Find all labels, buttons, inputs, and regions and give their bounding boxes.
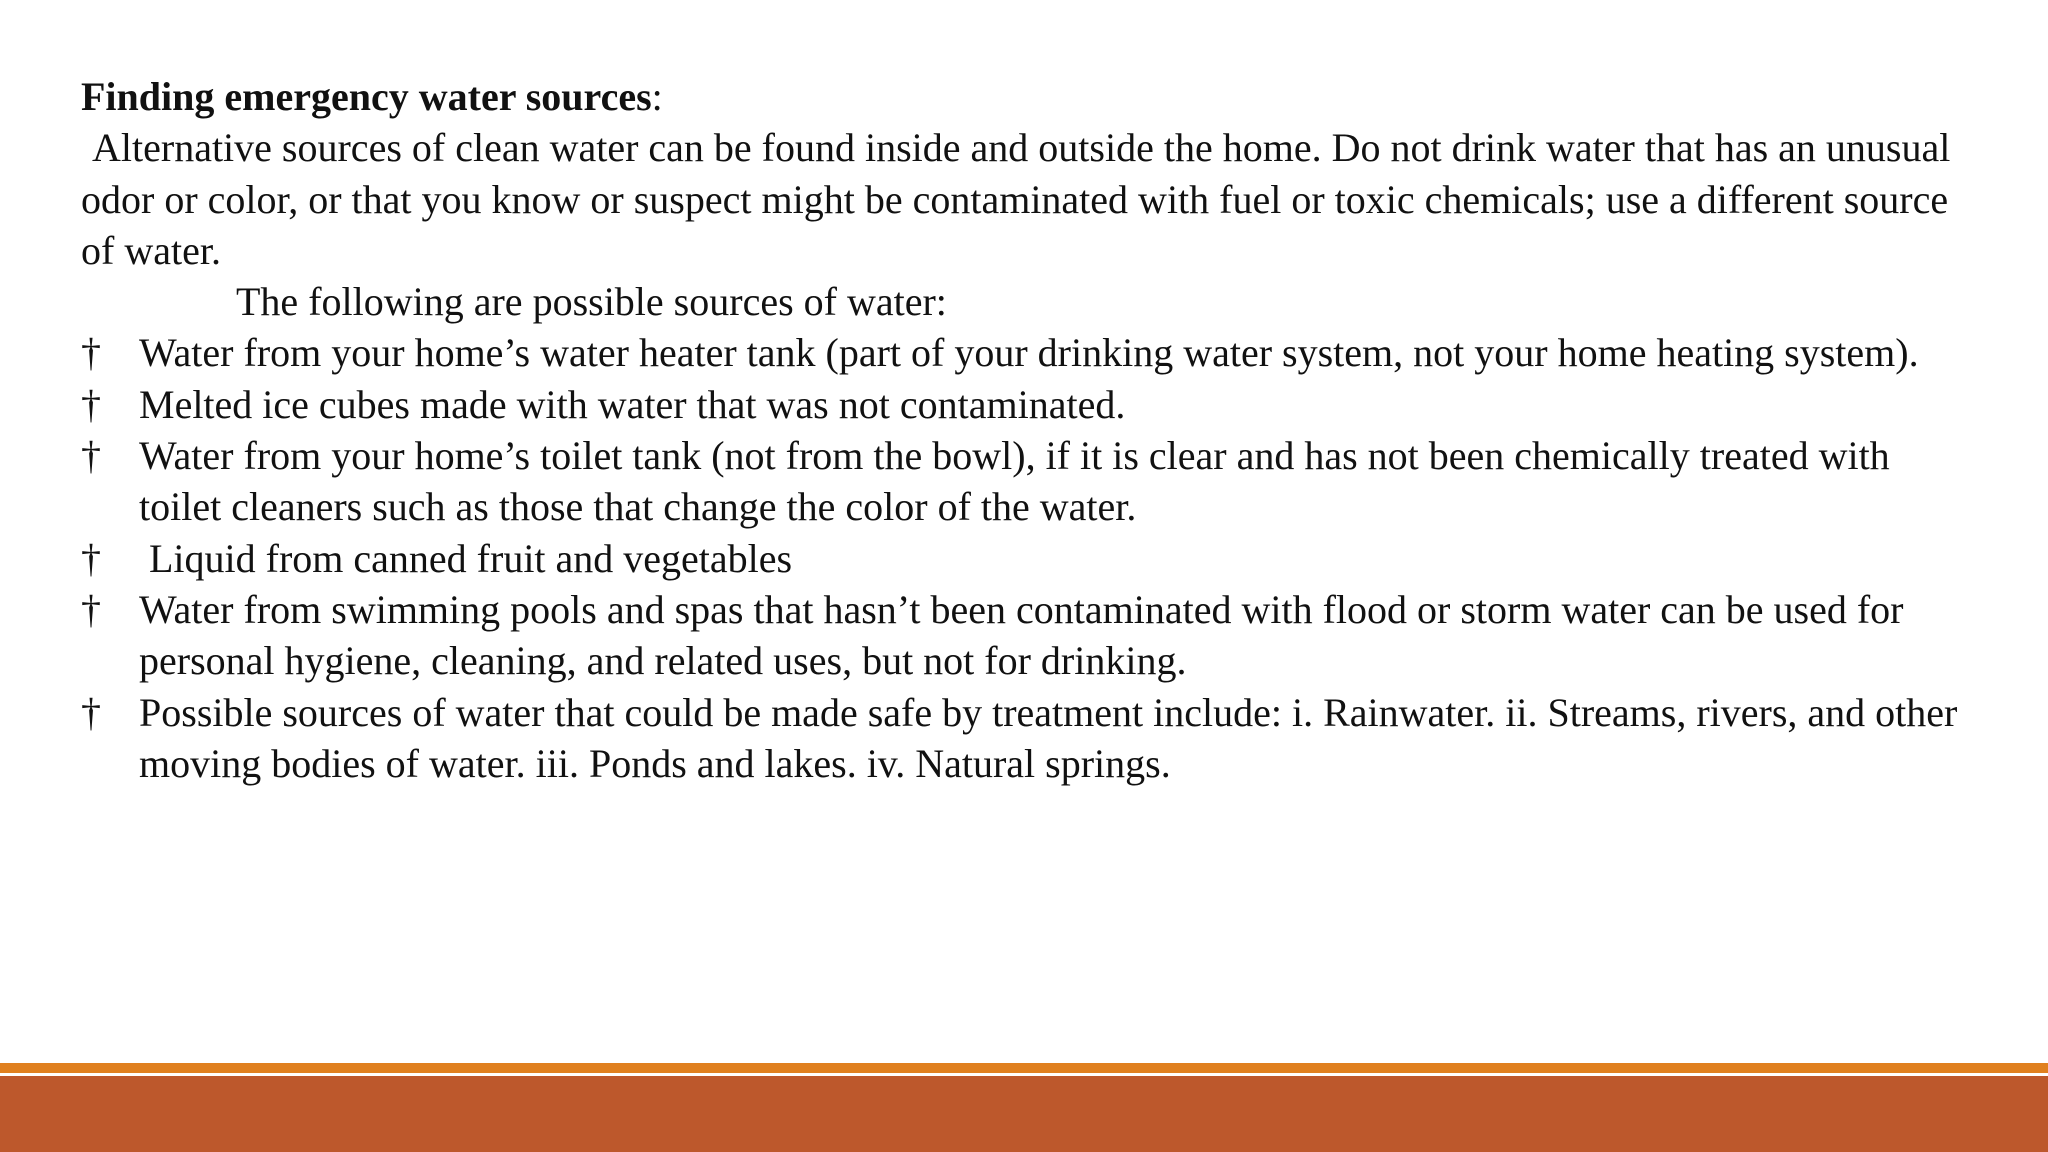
slide-content (81, 71, 1971, 789)
list-item (81, 584, 1971, 687)
heading-colon: : (651, 74, 663, 119)
dagger-bullet-icon: † (81, 433, 101, 479)
list-item (81, 687, 1971, 790)
list-item-text: Water from your home’s water heater tank (part of your drinking water system, not your home heating system). (139, 330, 1919, 376)
dagger-bullet-icon: † (81, 586, 101, 632)
list-item (81, 533, 1971, 584)
heading-bold-text: Finding emergency water sources (81, 74, 652, 119)
list-item-text: Melted ice cubes made with water that was not contaminated. (139, 381, 1126, 427)
intro-paragraph: Alternative sources of clean water can be found inside and outside the home. Do not drink water that has an unusual odor or color, or that you know or suspect might be contaminated with fuel or toxic chemicals; use a different source of water. (81, 125, 1951, 273)
dagger-bullet-icon: † (81, 330, 101, 376)
lead-in-line: The following are possible sources of water: (236, 279, 947, 325)
slide-heading (81, 71, 1971, 122)
dagger-bullet-icon: † (81, 535, 101, 581)
dagger-bullet-icon: † (81, 381, 101, 427)
footer-band (0, 1076, 2048, 1152)
list-item-text: Liquid from canned fruit and vegetables (139, 535, 793, 581)
list-item (81, 327, 1971, 378)
list-item (81, 430, 1971, 533)
dagger-bullet-icon: † (81, 689, 101, 735)
list-item-text: Water from swimming pools and spas that hasn’t been contaminated with flood or storm water can be used for personal hygiene, cleaning, and related uses, but not for drinking. (139, 586, 1904, 684)
footer-accent-stripe (0, 1063, 2048, 1073)
water-sources-list (81, 327, 1971, 789)
list-item-text: Water from your home’s toilet tank (not from the bowl), if it is clear and has not been chemically treated with toilet cleaners such as those that change the color of the water. (139, 433, 1890, 530)
list-item-text: Possible sources of water that could be made safe by treatment include: i. Rainwater. ii. Streams, rivers, and other moving bodies of water. iii. Ponds and lakes. iv. Natural springs. (139, 689, 1958, 786)
list-item (81, 379, 1971, 430)
